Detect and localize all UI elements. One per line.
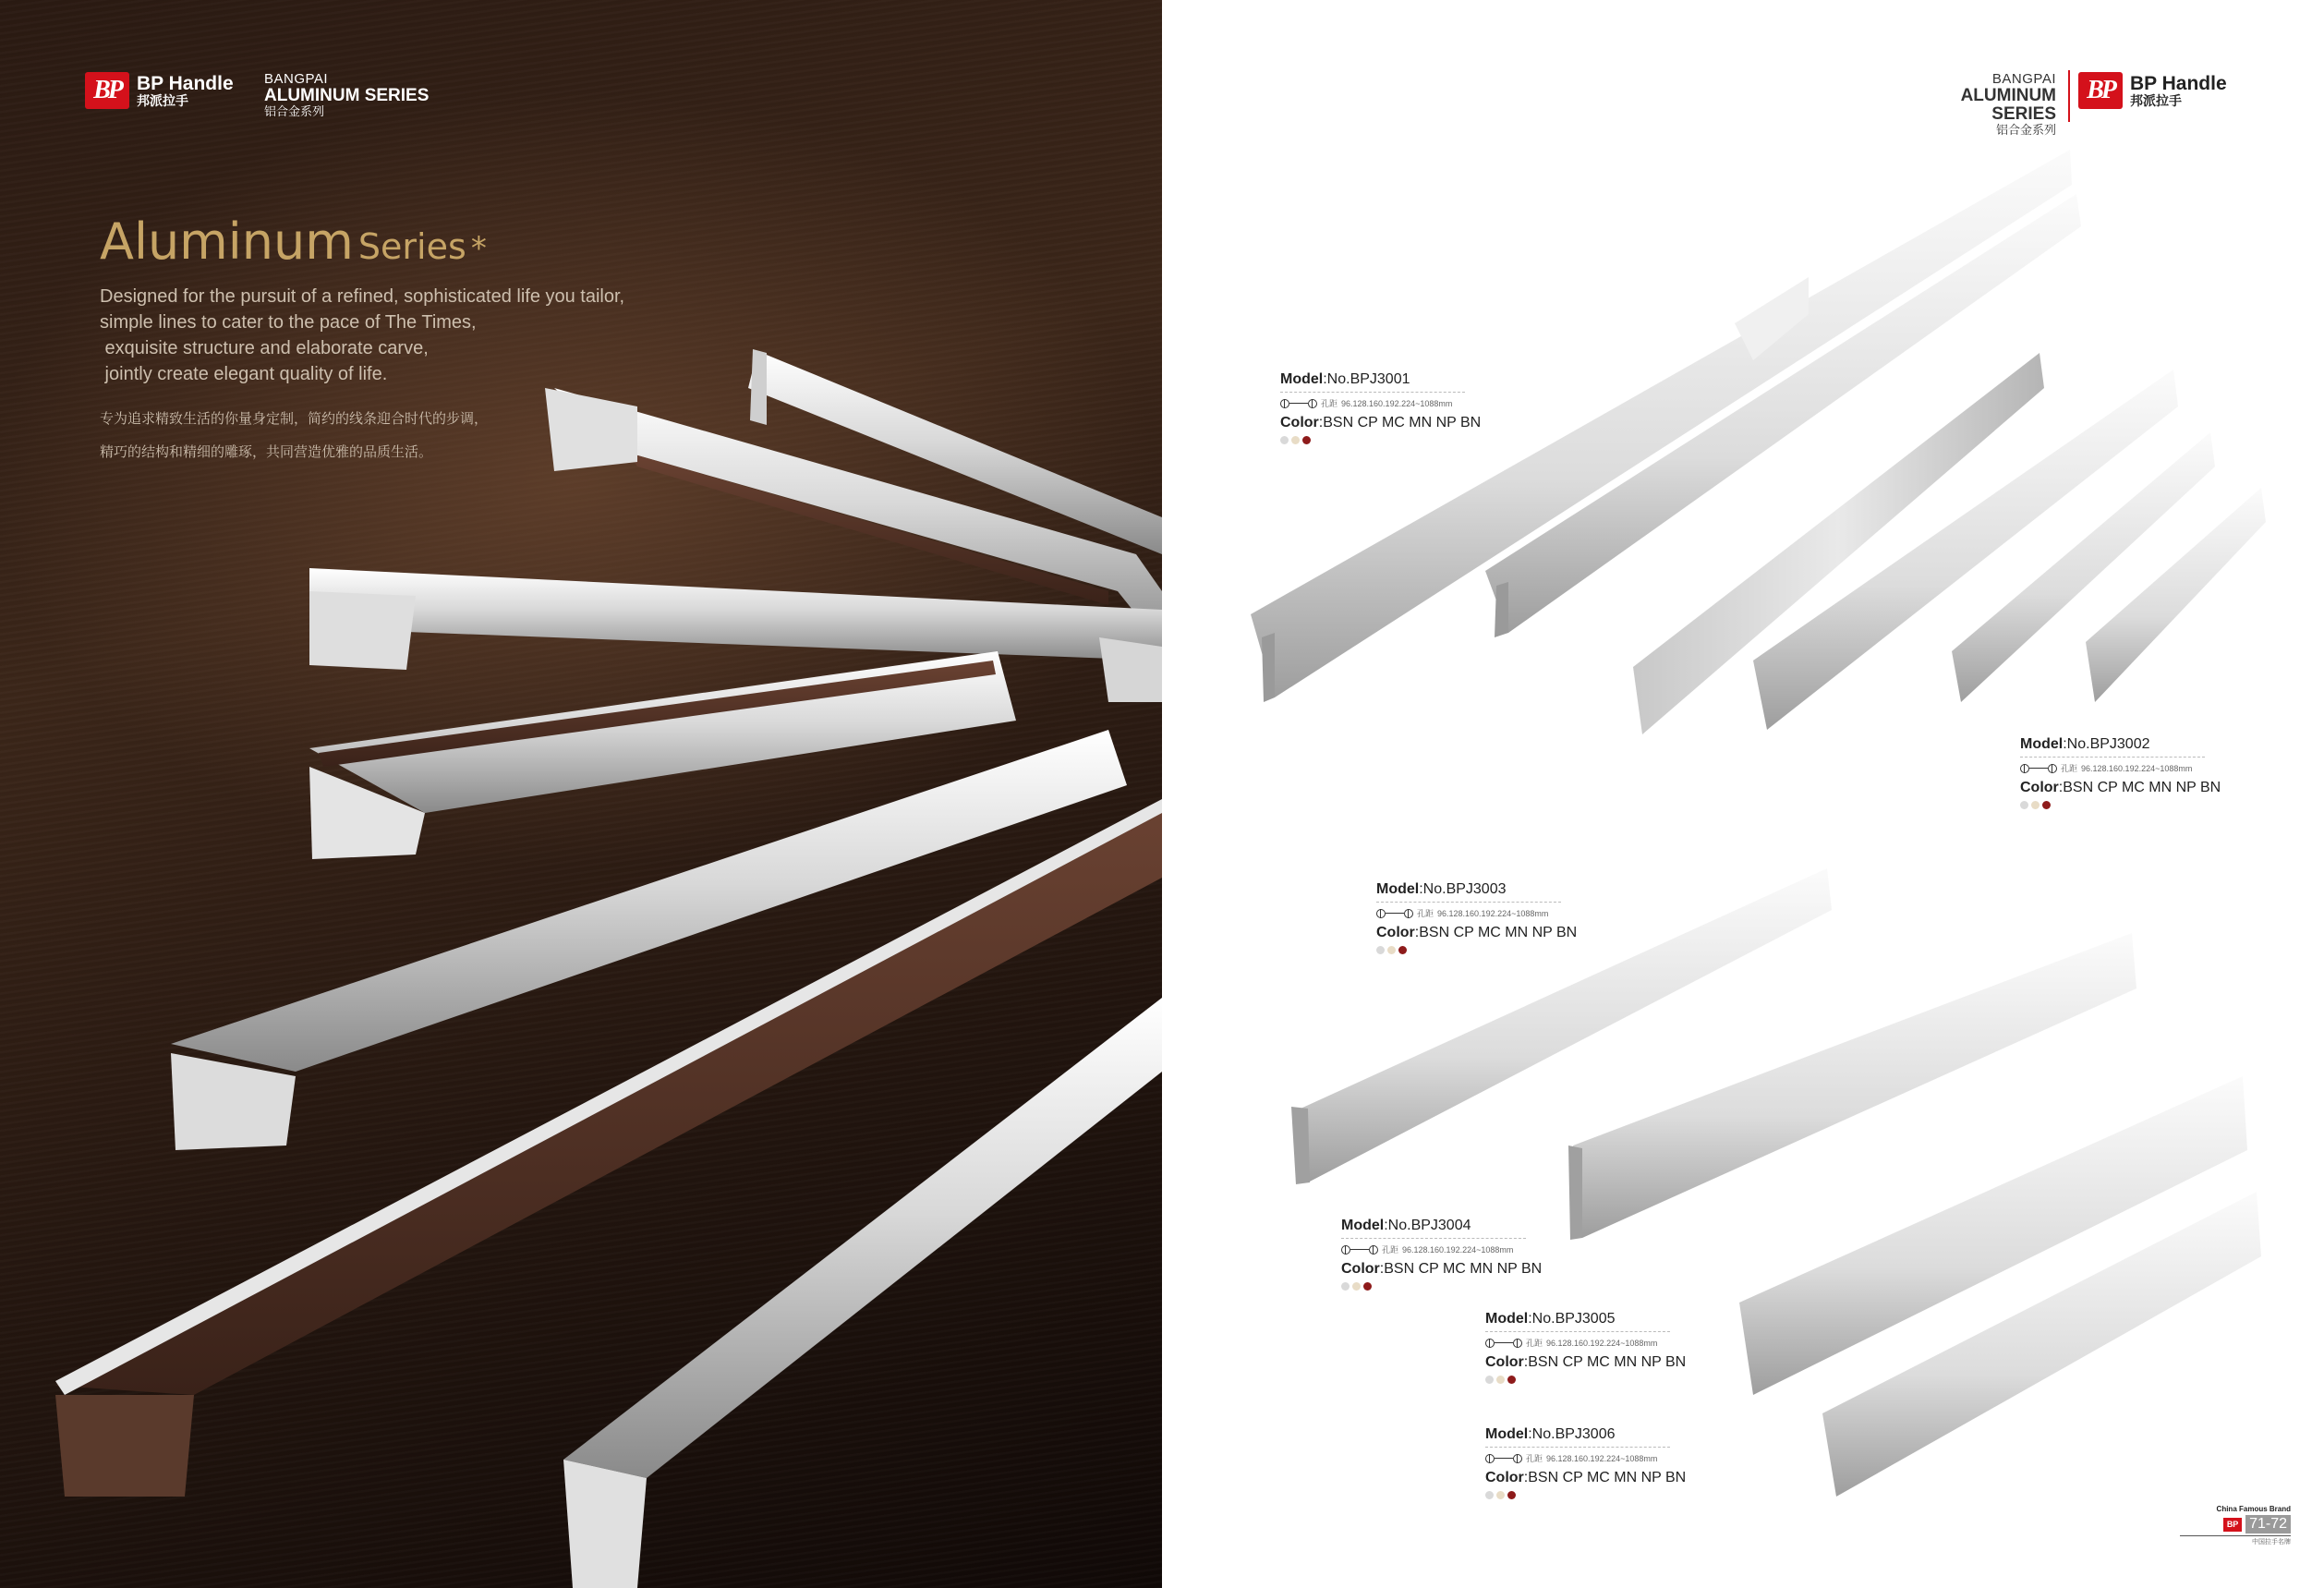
- series-small: BANGPAI: [1991, 71, 2056, 87]
- color-list: :BSN CP MC MN NP BN: [2058, 780, 2221, 795]
- model-label: Model: [1280, 371, 1324, 387]
- brand-logo-left: [85, 72, 234, 109]
- model-label: Model: [1341, 1218, 1385, 1233]
- color-label: Color: [2020, 780, 2059, 795]
- body-line: exquisite structure and elaborate carve,: [100, 338, 429, 358]
- hole-label: 孔距: [1526, 1339, 1543, 1348]
- hole-distance-icon: [2020, 764, 2057, 773]
- model-label: Model: [2020, 736, 2064, 752]
- color-swatches: [1280, 436, 1481, 444]
- color-swatches: [1341, 1282, 1542, 1291]
- page-numbers: 71-72: [2245, 1515, 2291, 1533]
- color-label: Color: [1485, 1470, 1524, 1485]
- model-number: :No.BPJ3006: [1528, 1426, 1616, 1442]
- series-label-left: [264, 72, 429, 117]
- color-swatches: [1485, 1491, 1686, 1499]
- body-line: jointly create elegant quality of life.: [100, 364, 388, 384]
- hole-label: 孔距: [1382, 1245, 1399, 1255]
- model-number: :No.BPJ3002: [2063, 736, 2150, 752]
- hole-distance-icon: [1341, 1245, 1378, 1255]
- hole-label: 孔距: [1321, 399, 1338, 408]
- hole-label: 孔距: [1417, 909, 1434, 918]
- color-swatches: [2020, 801, 2221, 809]
- header-divider: [2068, 70, 2070, 122]
- logo-icon: BP: [85, 72, 129, 109]
- series-label-right: [1894, 72, 2056, 136]
- size-list: 96.128.160.192.224~1088mm: [1437, 908, 1549, 918]
- series-big: ALUMINUM SERIES: [1960, 85, 2056, 124]
- footer-logo-icon: BP: [2223, 1518, 2242, 1532]
- body-line: Designed for the pursuit of a refined, sophisticated life you tailor,: [100, 286, 625, 307]
- hole-label: 孔距: [2061, 764, 2078, 773]
- logo-icon: BP: [2078, 72, 2123, 109]
- spec-bpj3003: [1376, 881, 1577, 954]
- hero-body-cn: [100, 403, 672, 469]
- hero-title: [100, 212, 487, 271]
- size-list: 96.128.160.192.224~1088mm: [1341, 398, 1453, 408]
- brand-name: BP Handle: [2130, 72, 2227, 94]
- series-small: BANGPAI: [264, 71, 329, 87]
- hole-label: 孔距: [1526, 1454, 1543, 1463]
- series-cn: 铝合金系列: [1995, 122, 2056, 137]
- color-swatches: [1376, 946, 1577, 954]
- brand-name: BP Handle: [137, 72, 234, 94]
- hole-distance-icon: [1280, 399, 1317, 408]
- hole-distance-icon: [1376, 909, 1413, 918]
- spec-bpj3004: [1341, 1218, 1542, 1291]
- footer-cn: 中国拉手名牌: [2180, 1535, 2291, 1546]
- hero-body: [100, 284, 691, 387]
- series-cn: 铝合金系列: [264, 103, 325, 118]
- model-number: :No.BPJ3001: [1323, 371, 1410, 387]
- color-list: :BSN CP MC MN NP BN: [1379, 1261, 1543, 1277]
- cn-line: 精巧的结构和精细的雕琢，共同营造优雅的品质生活。: [100, 444, 433, 460]
- size-list: 96.128.160.192.224~1088mm: [1546, 1338, 1658, 1348]
- color-label: Color: [1280, 415, 1319, 430]
- model-number: :No.BPJ3005: [1528, 1311, 1616, 1327]
- size-list: 96.128.160.192.224~1088mm: [1546, 1453, 1658, 1463]
- footer-label: China Famous Brand: [2216, 1505, 2291, 1513]
- color-list: :BSN CP MC MN NP BN: [1523, 1354, 1687, 1370]
- color-label: Color: [1485, 1354, 1524, 1370]
- color-label: Color: [1376, 925, 1415, 940]
- brand-name-cn: 邦派拉手: [137, 92, 188, 108]
- hole-distance-icon: [1485, 1454, 1522, 1463]
- size-list: 96.128.160.192.224~1088mm: [1402, 1244, 1514, 1255]
- hole-distance-icon: [1485, 1339, 1522, 1348]
- model-label: Model: [1485, 1426, 1529, 1442]
- spec-bpj3002: [2020, 736, 2221, 809]
- spec-bpj3005: [1485, 1311, 1686, 1384]
- brand-name-cn: 邦派拉手: [2130, 92, 2182, 108]
- title-sub: Series: [357, 226, 466, 267]
- model-label: Model: [1485, 1311, 1529, 1327]
- size-list: 96.128.160.192.224~1088mm: [2081, 763, 2193, 773]
- model-number: :No.BPJ3003: [1419, 881, 1507, 897]
- color-list: :BSN CP MC MN NP BN: [1523, 1470, 1687, 1485]
- spec-bpj3006: [1485, 1426, 1686, 1499]
- color-list: :BSN CP MC MN NP BN: [1414, 925, 1578, 940]
- color-swatches: [1485, 1376, 1686, 1384]
- title-main: Aluminum: [100, 212, 354, 271]
- color-label: Color: [1341, 1261, 1380, 1277]
- cn-line: 专为追求精致生活的你量身定制，简约的线条迎合时代的步调，: [100, 411, 489, 427]
- body-line: simple lines to cater to the pace of The Times,: [100, 312, 477, 333]
- title-mark: *: [470, 230, 487, 267]
- model-label: Model: [1376, 881, 1420, 897]
- model-number: :No.BPJ3004: [1384, 1218, 1471, 1233]
- brand-logo-right: [2078, 72, 2227, 109]
- color-list: :BSN CP MC MN NP BN: [1318, 415, 1482, 430]
- footer-brand: [2180, 1505, 2291, 1546]
- spec-bpj3001: [1280, 371, 1481, 444]
- series-big: ALUMINUM SERIES: [264, 85, 430, 105]
